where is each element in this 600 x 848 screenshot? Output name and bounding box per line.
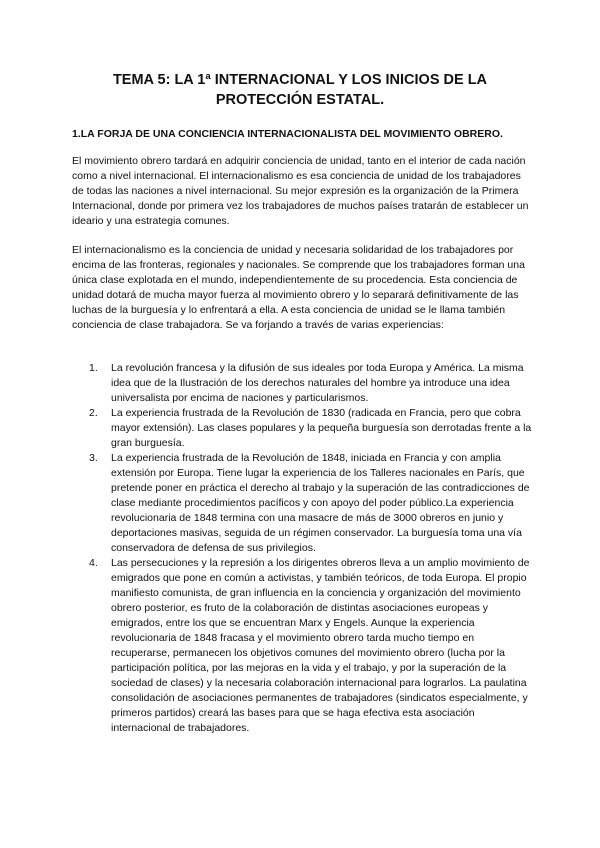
- paragraph-internationalism: El internacionalismo es la conciencia de unidad y necesaria solidaridad de los trabajadores por encima de las fronteras, regionales y nacionales. Se comprende que los trabajadores forman una única clase explotada en el mundo, independientemente de su procedencia. Esta conciencia de unidad dotará de mucha mayor fuerza al movimiento obrero y lo separará definitivamente de las luchas de la burguesía y lo enfrentará a ella. A esta conciencia de unidad se le llama también conciencia de clase trabajadora. Se va forjando a través de varias experiencias:: [72, 244, 525, 331]
- list-item-number: 2.: [89, 407, 98, 419]
- list-item-number: 4.: [89, 557, 98, 569]
- document-title: TEMA 5: LA 1ª INTERNACIONAL Y LOS INICIOS DE LA PROTECCIÓN ESTATAL.: [112, 72, 488, 108]
- list-item: [72, 406, 532, 451]
- list-item-text: La revolución francesa y la difusión de sus ideales por toda Europa y América. La misma idea que de la Ilustración de los derechos naturales del hombre ya introduce una idea universalista por encima de naciones y particularismos.: [111, 362, 524, 404]
- list-item-text: La experiencia frustrada de la Revolución de 1830 (radicada en Francia, pero que cobra mayor extensión). Las clases populares y la pequeña burguesía son derrotadas frente a la gran burguesía.: [111, 407, 532, 449]
- paragraph-intro: El movimiento obrero tardará en adquirir conciencia de unidad, tanto en el interior de cada nación como a nivel internacional. El internacionalismo es esa conciencia de unidad de los trabajadores de todas las naciones a nivel internacional. Su mejor expresión es la organización de la Primera Internacional, donde por primera vez los trabajadores de muchos países tratarán de establecer un ideario y una estrategia comunes.: [72, 155, 529, 227]
- experiences-list: [72, 361, 532, 736]
- list-item-text: La experiencia frustrada de la Revolución de 1848, iniciada en Francia y con amplia extensión por Europa. Tiene lugar la experiencia de los Talleres nacionales en París, que pretende poner en práctica el derecho al trabajo y la superación de las contradicciones de clase mediante procedimientos pacíficos y con apoyo del poder público.La experiencia revolucionaria de 1848 termina con una masacre de más de 3000 obreros en junio y deportaciones masivas, seguida de un régimen conservador. La burguesía toma una vía conservadora de defensa de sus privilegios.: [111, 452, 530, 554]
- section-heading: 1.LA FORJA DE UNA CONCIENCIA INTERNACIONALISTA DEL MOVIMIENTO OBRERO.: [72, 128, 503, 140]
- list-item-number: 1.: [89, 362, 98, 374]
- list-item: [72, 451, 532, 556]
- list-item: [72, 556, 532, 736]
- list-item: [72, 361, 532, 406]
- list-item-text: Las persecuciones y la represión a los dirigentes obreros lleva a un amplio movimiento de emigrados que pone en común a activistas, y también teóricos, de toda Europa. El propio manifiesto comunista, de gran influencia en la conciencia y organización del movimiento obrero posterior, es fruto de la colaboración de distintas asociaciones europeas y emigrados, entre los que se encuentran Marx y Engels. Aunque la experiencia revolucionaria de 1848 fracasa y el movimiento obrero tarda mucho tiempo en recuperarse, permanecen los objetivos comunes del movimiento obrero (lucha por la participación política, por las mejoras en la vida y el trabajo, y por la superación de la sociedad de clases) y la necesaria colaboración internacional para lograrlos. La paulatina consolidación de asociaciones permanentes de trabajadores (sindicatos especialmente, y primeros partidos) creará las bases para que se haga efectiva esta asociación internacional de trabajadores.: [111, 557, 530, 734]
- list-item-number: 3.: [89, 452, 98, 464]
